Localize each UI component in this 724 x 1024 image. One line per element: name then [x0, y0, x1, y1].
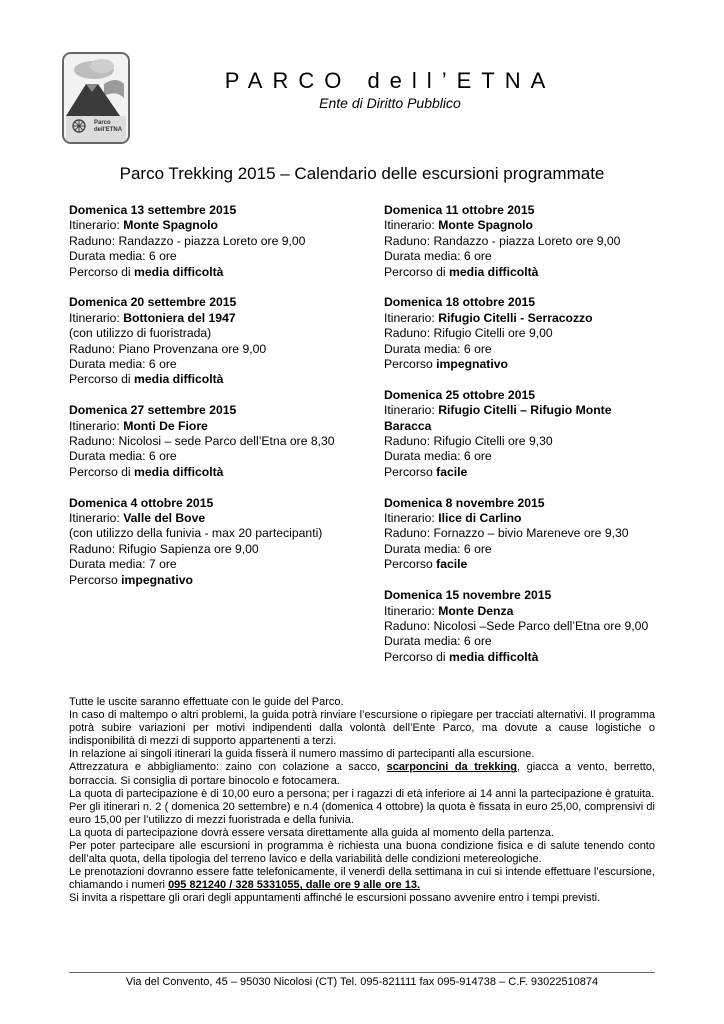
event-difficulty — [69, 573, 351, 588]
note-paragraph: La quota di partecipazione è di 10,00 euro a persona; per i ragazzi di età inferiore ai 14 anni la partecipazione è gratuita. — [69, 787, 655, 800]
event-duration: Durata media: 6 ore — [384, 341, 492, 356]
itinerary-label: Itinerario: — [69, 310, 124, 325]
event-entry — [69, 295, 351, 387]
itinerary-label: Itinerario: — [384, 403, 439, 418]
itinerary-label: Itinerario: — [384, 603, 439, 618]
event-difficulty — [69, 265, 351, 280]
event-itinerary — [384, 604, 654, 619]
event-meeting: Raduno: Rifugio Sapienza ore 9,00 — [69, 541, 259, 556]
event-itinerary — [69, 511, 351, 526]
event-itinerary — [384, 403, 654, 434]
document-title: Parco Trekking 2015 – Calendario delle escursioni programmate — [119, 164, 605, 183]
event-date: Domenica 15 novembre 2015 — [384, 588, 552, 603]
event-entry — [384, 295, 654, 372]
events-column-left — [69, 203, 351, 604]
logo-caption: Parco dell'ETNA — [94, 120, 123, 133]
event-entry — [384, 388, 654, 480]
note-paragraph: Per gli itinerari n. 2 ( domenica 20 settembre) e n.4 (domenica 4 ottobre) la quota è fissata in euro 25,00, comprensivi di euro 15,00 per l’utilizzo di mezzi fuoristrada e della funivia. — [69, 800, 655, 826]
footer-address: Via del Convento, 45 – 95030 Nicolosi (CT) Tel. 095-821111 fax 095-914738 – C.F. 93022510874 — [125, 976, 599, 988]
itinerary-name: Monte Spagnolo — [438, 218, 533, 233]
event-itinerary — [384, 218, 654, 233]
itinerary-name: Rifugio Citelli – Rifugio Monte Baracca — [384, 403, 612, 433]
itinerary-label: Itinerario: — [384, 218, 439, 233]
itinerary-name: Rifugio Citelli - Serracozzo — [438, 310, 593, 325]
difficulty-value: facile — [436, 464, 468, 479]
difficulty-label: Percorso di — [69, 372, 135, 387]
event-note: (con utilizzo della funivia - max 20 partecipanti) — [69, 526, 323, 541]
itinerary-label: Itinerario: — [69, 418, 124, 433]
difficulty-value: impegnativo — [121, 572, 193, 587]
event-meeting: Raduno: Nicolosi –Sede Parco dell’Etna ore 9,00 — [384, 618, 649, 633]
note-paragraph: Per poter partecipare alle escursioni in programma è richiesta una buona condizione fisica e di salute tenendo conto dell’alta quota, della tipologia del terreno lavico e della variabilità delle condizioni metereologiche. — [69, 840, 655, 866]
event-difficulty — [384, 557, 654, 572]
note-paragraph — [69, 866, 655, 892]
event-duration: Durata media: 6 ore — [384, 249, 492, 264]
event-entry — [384, 496, 654, 573]
note-paragraph: In relazione ai singoli itinerari la guida fisserà il numero massimo di partecipanti alla escursione. — [69, 748, 535, 761]
event-duration: Durata media: 6 ore — [69, 449, 177, 464]
booking-phone-numbers: 095 821240 / 328 5331055, dalle ore 9 alle ore 13. — [168, 879, 421, 892]
event-date: Domenica 4 ottobre 2015 — [69, 495, 214, 510]
itinerary-label: Itinerario: — [69, 218, 124, 233]
event-duration: Durata media: 6 ore — [384, 541, 492, 556]
event-entry — [69, 496, 351, 588]
event-duration: Durata media: 6 ore — [69, 249, 177, 264]
itinerary-label: Itinerario: — [384, 511, 439, 526]
itinerary-name: Monte Spagnolo — [123, 218, 218, 233]
event-itinerary — [69, 311, 351, 326]
difficulty-label: Percorso di — [69, 264, 135, 279]
itinerary-name: Bottoniera del 1947 — [123, 310, 236, 325]
difficulty-label: Percorso di — [384, 649, 450, 664]
difficulty-label: Percorso di — [69, 464, 135, 479]
general-notes — [69, 696, 655, 906]
itinerary-name: Monte Denza — [438, 603, 514, 618]
difficulty-label: Percorso — [69, 572, 122, 587]
event-duration: Durata media: 6 ore — [384, 634, 492, 649]
difficulty-value: facile — [436, 557, 468, 572]
event-entry — [69, 403, 351, 480]
note-emphasis: scarponcini da trekking — [386, 761, 517, 774]
difficulty-value: impegnativo — [436, 357, 508, 372]
difficulty-value: media difficoltà — [449, 264, 539, 279]
event-date: Domenica 20 settembre 2015 — [69, 295, 237, 310]
event-duration: Durata media: 7 ore — [69, 557, 177, 572]
event-date: Domenica 13 settembre 2015 — [69, 203, 237, 217]
footer-divider — [69, 972, 655, 973]
difficulty-value: media difficoltà — [134, 464, 224, 479]
itinerary-label: Itinerario: — [384, 310, 439, 325]
difficulty-value: media difficoltà — [134, 264, 224, 279]
event-difficulty — [384, 650, 654, 665]
event-itinerary — [69, 419, 351, 434]
event-itinerary — [69, 218, 351, 233]
event-duration: Durata media: 6 ore — [69, 357, 177, 372]
note-text: Le prenotazioni dovranno essere fatte telefonicamente, il venerdì della settimana in cui si intende effettuare l’escursione, chiamando i numeri — [69, 866, 655, 892]
difficulty-value: media difficoltà — [449, 649, 539, 664]
page-subtitle: Ente di Diritto Pubblico — [319, 95, 461, 111]
event-entry — [69, 203, 351, 280]
difficulty-label: Percorso — [384, 557, 437, 572]
event-meeting: Raduno: Rifugio Citelli ore 9,30 — [384, 434, 553, 449]
note-paragraph: In caso di maltempo o altri problemi, la guida potrà rinviare l’escursione o ripiegare per tracciati alternativi. Il programma potrà subire variazioni per motivi indipendenti dalla volontà dell’Ente Parco, ma dovute a cause logistiche o indisponibilità di mezzi di supporto appartenenti a terzi. — [69, 709, 655, 748]
event-meeting: Raduno: Fornazzo – bivio Mareneve ore 9,30 — [384, 526, 629, 541]
event-note: (con utilizzo di fuoristrada) — [69, 326, 212, 341]
event-entry — [384, 203, 654, 280]
itinerary-name: Ilice di Carlino — [438, 511, 522, 526]
event-itinerary — [384, 511, 654, 526]
difficulty-label: Percorso di — [384, 264, 450, 279]
event-entry — [384, 588, 654, 665]
note-text: , giacca a vento, berretto, borraccia. Si consiglia di portare binocolo e fotocamera. — [69, 761, 655, 787]
event-difficulty — [69, 372, 351, 387]
note-text: Attrezzatura e abbigliamento: zaino con colazione a sacco, — [69, 761, 387, 774]
page-title: PARCO dell’ETNA — [224, 68, 556, 93]
itinerary-name: Monti De Fiore — [123, 418, 208, 433]
park-logo — [62, 52, 130, 144]
note-paragraph: La quota di partecipazione dovrà essere versata direttamente alla guida al momento della partenza. — [69, 826, 554, 839]
event-difficulty — [384, 265, 654, 280]
events-column-right — [384, 203, 654, 681]
event-meeting: Raduno: Nicolosi – sede Parco dell’Etna ore 8,30 — [69, 434, 335, 449]
event-itinerary — [384, 311, 654, 326]
note-paragraph: Tutte le uscite saranno effettuate con le guide del Parco. — [69, 696, 344, 708]
event-meeting: Raduno: Randazzo - piazza Loreto ore 9,00 — [69, 233, 306, 248]
note-paragraph — [69, 761, 655, 787]
event-date: Domenica 8 novembre 2015 — [384, 495, 545, 510]
event-difficulty — [69, 465, 351, 480]
event-duration: Durata media: 6 ore — [384, 449, 492, 464]
itinerary-label: Itinerario: — [69, 511, 124, 526]
event-meeting: Raduno: Rifugio Citelli ore 9,00 — [384, 326, 553, 341]
event-date: Domenica 25 ottobre 2015 — [384, 387, 536, 402]
event-date: Domenica 18 ottobre 2015 — [384, 295, 536, 310]
event-date: Domenica 27 settembre 2015 — [69, 403, 237, 418]
event-meeting: Raduno: Piano Provenzana ore 9,00 — [69, 341, 267, 356]
event-difficulty — [384, 465, 654, 480]
difficulty-label: Percorso — [384, 464, 437, 479]
difficulty-value: media difficoltà — [134, 372, 224, 387]
difficulty-label: Percorso — [384, 357, 437, 372]
event-difficulty — [384, 357, 654, 372]
event-meeting: Raduno: Randazzo - piazza Loreto ore 9,00 — [384, 233, 621, 248]
event-date: Domenica 11 ottobre 2015 — [384, 203, 535, 217]
note-paragraph: Si invita a rispettare gli orari degli appuntamenti affinché le escursioni possano avvenire entro i tempi previsti. — [69, 892, 601, 905]
itinerary-name: Valle del Bove — [123, 511, 206, 526]
